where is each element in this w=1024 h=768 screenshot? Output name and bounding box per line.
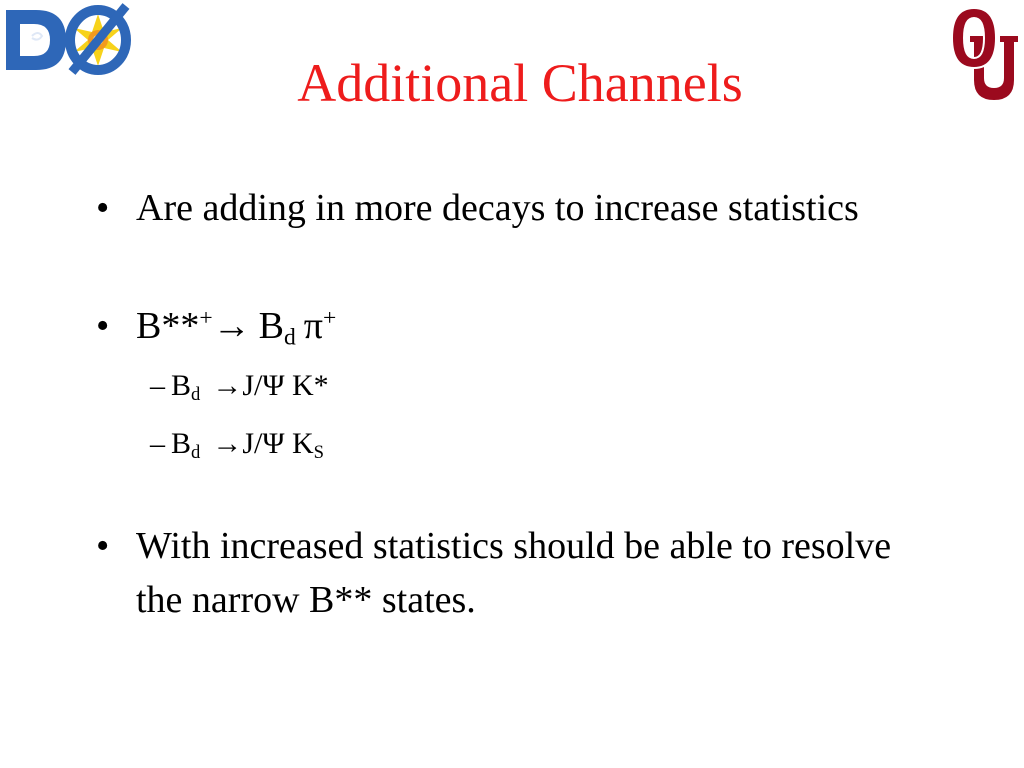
sub-bullet-kshort xyxy=(150,424,750,464)
formula-particle: B xyxy=(258,305,284,347)
sub-particle-sub: d xyxy=(191,442,201,464)
slide-title: Additional Channels xyxy=(297,53,743,113)
formula-arrow: → xyxy=(212,305,251,347)
bullet-text: With increased statistics should be able to resolve the narrow B** states. xyxy=(136,525,892,621)
bullet-marker: • xyxy=(96,525,110,567)
sub-particle: B xyxy=(171,369,192,402)
formula-pion-charge: + xyxy=(322,305,337,332)
sub-bullet-marker: – xyxy=(150,369,165,402)
formula-particle-sub: d xyxy=(284,324,296,351)
bullet-increased-statistics xyxy=(96,519,916,627)
sub-bullet-kstar xyxy=(150,366,750,406)
sub-decay-sub: S xyxy=(313,442,324,464)
formula-lead-charge: + xyxy=(199,305,213,332)
sub-decay: →J/Ψ K xyxy=(212,427,314,460)
bullet-text: Are adding in more decays to increase statistics xyxy=(136,187,859,229)
decay-formula xyxy=(136,299,916,353)
formula-pion: π xyxy=(303,305,323,347)
sub-particle: B xyxy=(171,427,192,460)
bullet-decay-chain xyxy=(96,299,916,353)
sub-decay: →J/Ψ K* xyxy=(212,369,329,402)
bullet-adding-decays xyxy=(96,181,916,235)
sub-bullet-marker: – xyxy=(150,427,165,460)
bullet-marker: • xyxy=(96,187,110,229)
sub-particle-sub: d xyxy=(191,384,201,406)
bullet-marker: • xyxy=(96,305,110,347)
formula-lead: B** xyxy=(136,305,200,347)
